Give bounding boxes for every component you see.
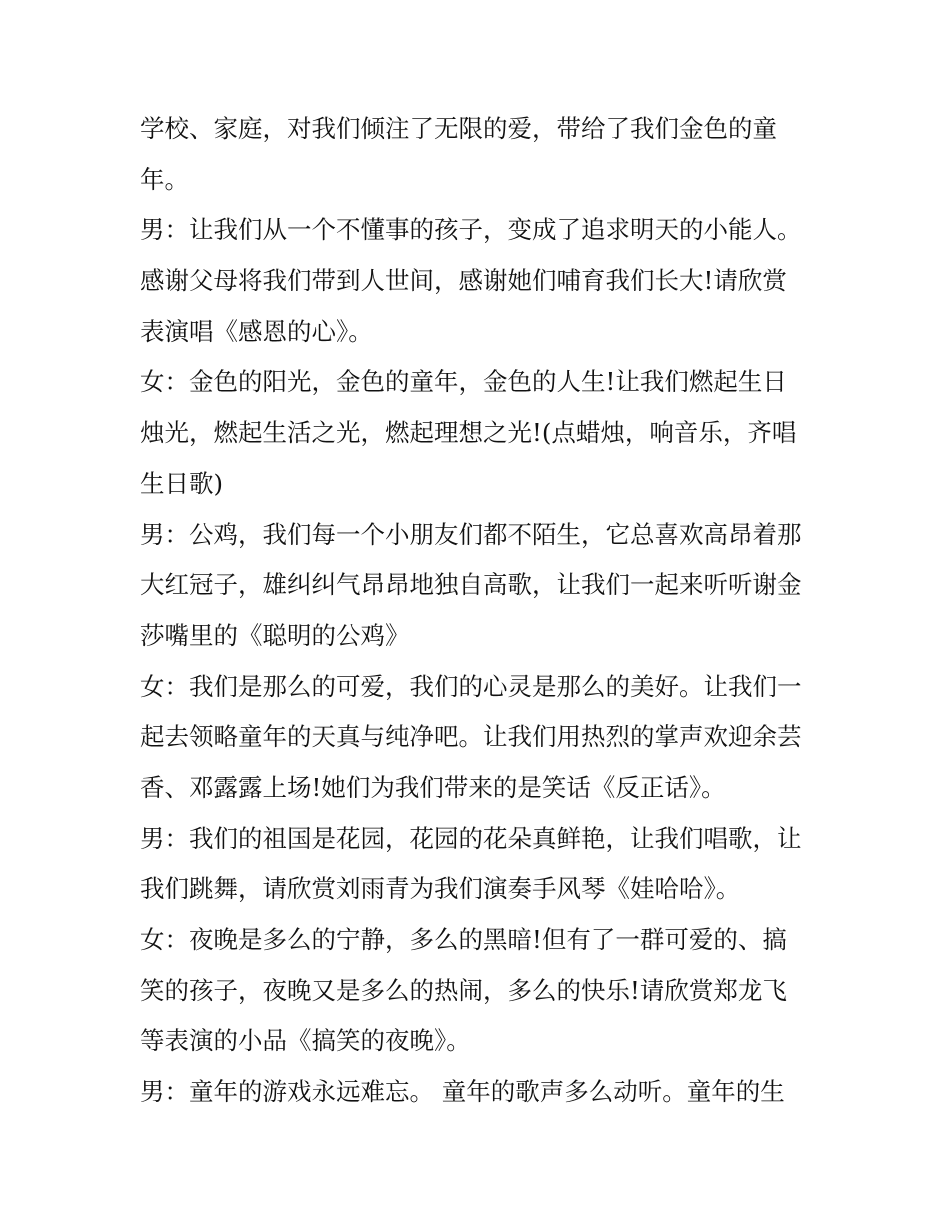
text-line: 表演唱《感恩的心》。 bbox=[140, 316, 373, 346]
text-line: 男：公鸡，我们每一个小朋友们都不陌生，它总喜欢高昂着那 bbox=[140, 519, 802, 549]
text-line: 女：我们是那么的可爱，我们的心灵是那么的美好。让我们一 bbox=[140, 671, 802, 701]
text-line: 等表演的小品《搞笑的夜晚》。 bbox=[140, 1026, 471, 1056]
text-line: 起去领略童年的天真与纯净吧。让我们用热烈的掌声欢迎余芸 bbox=[140, 722, 802, 752]
text-line: 女：金色的阳光，金色的童年，金色的人生!让我们燃起生日 bbox=[140, 367, 787, 397]
text-line: 大红冠子，雄纠纠气昂昂地独自高歌，让我们一起来听听谢金 bbox=[140, 570, 802, 600]
text-line: 女：夜晚是多么的宁静，多么的黑暗!但有了一群可爱的、搞 bbox=[140, 925, 787, 954]
text-line: 年。 bbox=[140, 164, 189, 194]
text-line: 烛光，燃起生活之光，燃起理想之光!(点蜡烛，响音乐，齐唱 bbox=[140, 418, 797, 448]
text-line: 男：让我们从一个不懂事的孩子，变成了追求明天的小能人。 bbox=[140, 215, 802, 245]
document-body bbox=[140, 104, 820, 1118]
text-line: 生日歌) bbox=[140, 468, 224, 498]
text-line: 男：童年的游戏永远难忘。 童年的歌声多么动听。童年的生 bbox=[140, 1077, 785, 1107]
text-line: 感谢父母将我们带到人世间，感谢她们哺育我们长大!请欣赏 bbox=[140, 266, 787, 296]
text-line: 学校、家庭，对我们倾注了无限的爱，带给了我们金色的童 bbox=[140, 114, 777, 143]
text-line: 男：我们的祖国是花园，花园的花朵真鲜艳，让我们唱歌，让 bbox=[140, 823, 802, 853]
text-line: 我们跳舞，请欣赏刘雨青为我们演奏手风琴《娃哈哈》。 bbox=[140, 874, 741, 904]
text-line: 莎嘴里的《聪明的公鸡》 bbox=[140, 620, 410, 650]
text-line: 笑的孩子，夜晚又是多么的热闹，多么的快乐!请欣赏郑龙飞 bbox=[140, 975, 787, 1005]
text-line: 香、邓露露上场!她们为我们带来的是笑话《反正话》。 bbox=[140, 772, 726, 802]
